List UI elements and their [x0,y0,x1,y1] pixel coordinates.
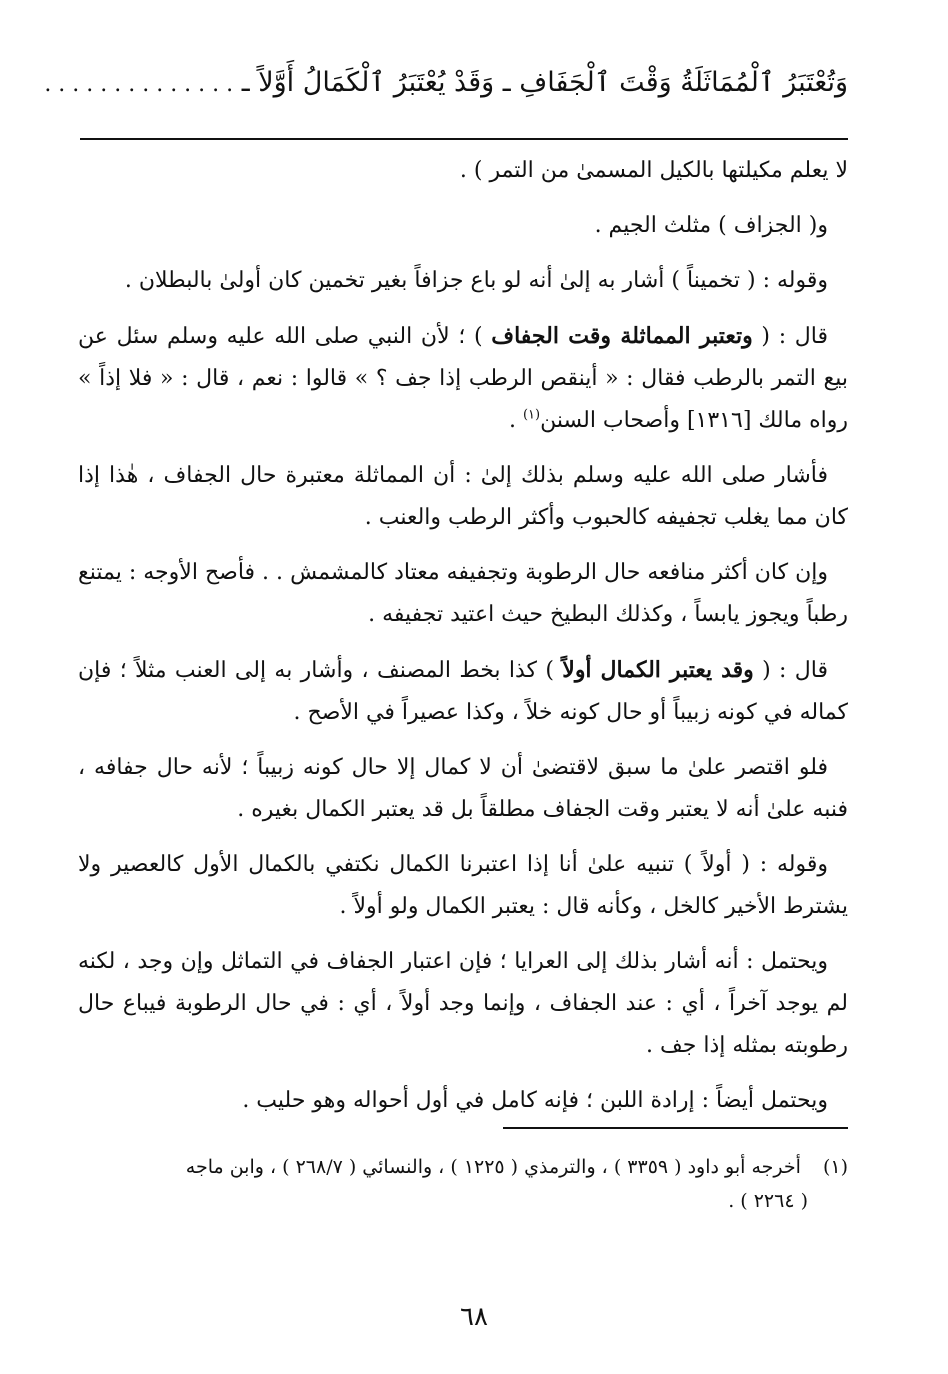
paragraph [78,649,848,734]
header-rule [80,138,848,140]
paragraph: وقوله : ( تخميناً ) أشار به إلىٰ أنه لو باع جزافاً بغير تخمين كان أولىٰ بالبطلان . [124,268,828,293]
paragraph: فلو اقتصر علىٰ ما سبق لاقتضىٰ أن لا كمال إلا حال كونه زبيباً ؛ لأنه حال جفافه ، فنبه علىٰ أنه لا يعتبر وقت الجفاف مطلقاً بل قد يعتبر الكمال بغيره . [78,755,848,822]
paragraph [78,315,848,442]
footnote-rule [503,1127,848,1129]
matn-quote: وقد يعتبر الكمال أولاً [562,657,754,683]
footnote-text: أخرجه أبو داود ( ٣٣٥٩ ) ، والترمذي ( ١٢٢٥ ) ، والنسائي ( ٢٦٨/٧ ) ، وابن ماجه [185,1156,801,1178]
footnote-reference: (١) [522,407,541,423]
matn-quote: وتعتبر المماثلة وقت الجفاف [491,323,753,349]
paragraph: وإن كان أكثر منافعه حال الرطوبة وتجفيفه معتاد كالمشمش . . فأصح الأوجه : يمتنع رطباً ويجوز يابساً ، وكذلك البطيخ حيث اعتيد تجفيفه . [78,560,848,627]
text-run: ) ؛ لأن النبي صلى الله عليه وسلم سئل عن بيع التمر بالرطب فقال : « أينقص الرطب إذا جف ؟ » قالوا : نعم ، قال : « فلا إذاً » رواه مالك [١٣١٦] وأصحاب السنن [78,324,848,433]
text-run: . [508,408,516,433]
footnote-number: (١) [822,1156,848,1178]
footnote [78,1150,848,1218]
running-header [44,58,848,108]
footnote-continuation: ( ٢٢٦٤ ) . [728,1190,808,1212]
text-run: قال : ( [762,658,828,683]
main-text [78,150,848,1135]
paragraph: و( الجزاف ) مثلث الجيم . [594,213,828,238]
paragraph: وقوله : ( أولاً ) تنبيه علىٰ أنا إذا اعتبرنا الكمال نكتفي بالكمال الأول كالعصير ولا يشترط الأخير كالخل ، وكأنه قال : يعتبر الكمال ولو أولاً . [78,852,848,919]
footnote-line [78,1150,848,1184]
page-number: ٦٨ [460,1302,488,1332]
paragraph: فأشار صلى الله عليه وسلم بذلك إلىٰ : أن المماثلة معتبرة حال الجفاف ، هٰذا إذا كان مما يغلب تجفيفه كالحبوب وأكثر الرطب والعنب . [78,463,848,530]
paragraph: لا يعلم مكيلتها بالكيل المسمىٰ من التمر ) . [459,158,848,183]
running-title: وَتُعْتَبَرُ ٱلْمُمَاثَلَةُ وَقْتَ ٱلْجَفَافِ ـ وَقَدْ يُعْتَبَرُ ٱلْكَمَالُ أَوَّلاً ـ [241,67,848,98]
paragraph: ويحتمل : أنه أشار بذلك إلى العرايا ؛ فإن اعتبار الجفاف في التماثل وإن وجد ، لكنه لم يوجد آخراً ، أي : عند الجفاف ، وإنما وجد أولاً ، أي : في حال الرطوبة فيباع حال رطوبته بمثله إذا جف . [78,949,848,1058]
leader-dots: . . . . . . . . . . . . . . [44,72,234,97]
text-run: ) كذا بخط المصنف ، وأشار به إلى العنب مثلاً ؛ فإن كماله في كونه زبيباً أو حال كونه خلاً ، وكذا عصيراً في الأصح . [78,658,848,725]
paragraph: ويحتمل أيضاً : إرادة اللبن ؛ فإنه كامل في أول أحواله وهو حليب . [242,1088,828,1113]
text-run: قال : ( [761,324,829,349]
